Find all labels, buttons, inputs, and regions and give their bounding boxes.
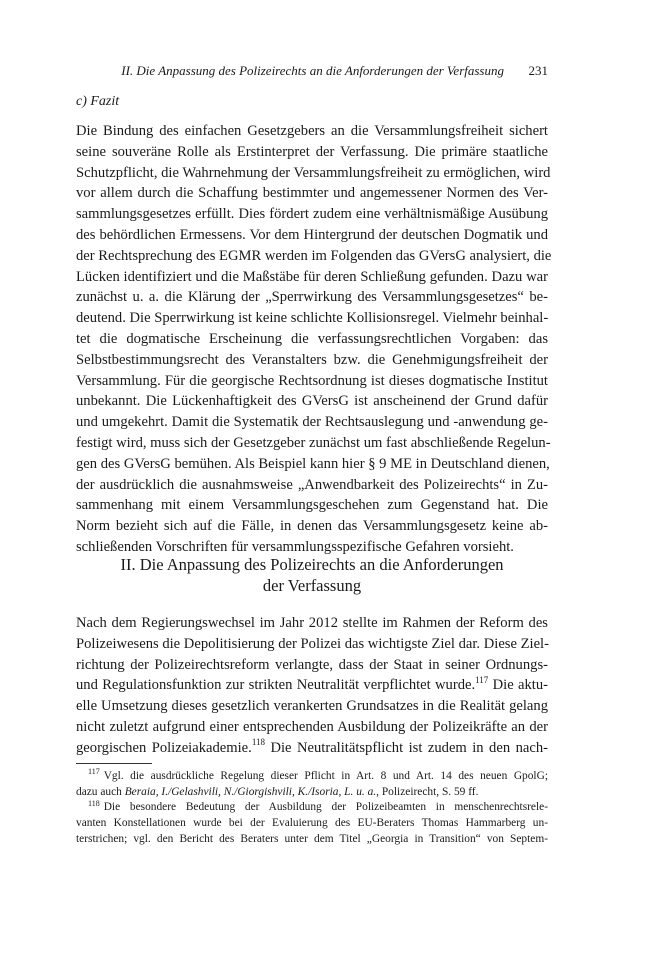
text-line: vor allem durch die Schaffung bestimmter und angemessener Normen des Ver- xyxy=(76,185,548,202)
footnote-ref-117[interactable]: 117 xyxy=(475,674,489,685)
text-line: elle Umsetzung dieses gesetzlich verankerten Grundsatzes in die Realität gelang xyxy=(76,698,548,715)
footnote-separator xyxy=(76,763,152,764)
text-line: der ausdrücklich die ausnahmsweise „Anwendbarkeit des Polizeirechts“ in Zu- xyxy=(76,476,548,493)
text-line: tet die dogmatische Erscheinung die verfassungsrechtlichen Vorgaben: das xyxy=(76,330,548,347)
text-line: festigt wird, muss sich der Gesetzgeber zunächst um fast abschließende Regelun- xyxy=(76,434,551,451)
footnote-number: 118 xyxy=(88,798,100,808)
text-line: sammenhang mit einem Versammlungsgeschehen zum Gegenstand hat. Die xyxy=(76,497,548,514)
text-line: Selbstbestimmungsrecht des Veranstalters bzw. die Genehmigungsfreiheit der xyxy=(76,351,548,368)
section-heading xyxy=(76,554,548,596)
text-line: gen des GVersG bemühen. Als Beispiel kann hier § 9 ME in Deutschland dienen, xyxy=(76,455,550,472)
footnote-line: $^{117}$ Vgl. die ausdrückliche Regelung dieser Pflicht in Art. 8 und Art. 14 des neuen GpolG; xyxy=(88,767,548,782)
footnote-line: vanten Konstellationen wurde bei der Evaluierung des EU-Beraters Thomas Hammarberg un- xyxy=(76,817,548,830)
text-line: georgischen Polizeiakademie.$^{118}$ Die Neutralitätspflicht ist zudem in den nach- xyxy=(76,736,548,756)
footnote-line: dazu auch Beraia, I./Gelashvili, N./Giorgishvili, K./Isoria, L. u. a., Polizeirecht, S. 59 ff. xyxy=(76,785,479,798)
running-head-title: II. Die Anpassung des Polizeirechts an die Anforderungen der Verfassung xyxy=(121,63,504,78)
footnote-line: terstrichen; vgl. den Bericht des Beraters unter dem Titel „Georgia in Transition“ von Septem- xyxy=(76,832,548,845)
text-line: und umgekehrt. Damit die Systematik der Rechtsauslegung und -anwendung ge- xyxy=(76,414,548,431)
text-line: unbekannt. Die Lückenhaftigkeit des GVersG ist anscheinend der Grund dafür xyxy=(76,393,548,410)
text-line: nicht zuletzt aufgrund einer entsprechenden Ausbildung der Polizeikräfte an der xyxy=(76,718,548,735)
footnote-ref-118[interactable]: 118 xyxy=(251,736,265,747)
text-line: Lücken identifiziert und die Maßstäbe für deren Schließung gefunden. Dazu war xyxy=(76,268,548,285)
text-line: Schutzpflicht, die Wahrnehmung der Versammlungsfreiheit zu ermöglichen, wird xyxy=(76,164,551,181)
text-line: seine souveräne Rolle als Erstinterpret der Verfassung. Die primäre staatliche xyxy=(76,143,548,160)
text-line: Norm bezieht sich auf die Fälle, in denen das Versammlungsgesetz keine ab- xyxy=(76,518,548,535)
footnotes xyxy=(76,769,548,848)
page-number: 231 xyxy=(528,63,548,78)
text-line: Die Bindung des einfachen Gesetzgebers an die Versammlungsfreiheit sichert xyxy=(76,123,548,139)
text-line: Nach dem Regierungswechsel im Jahr 2012 stellte im Rahmen der Reform des xyxy=(76,615,548,631)
text-line: deutend. Die Sperrwirkung ist keine schlichte Kollisionsregel. Vielmehr beinhal- xyxy=(76,310,549,327)
running-head xyxy=(76,63,548,81)
text-line: zunächst u. a. die Klärung der „Sperrwirkung des Versammlungsgesetzes“ be- xyxy=(76,289,548,306)
section-heading-line-2: der Verfassung xyxy=(262,576,362,595)
subsection-title: c) Fazit xyxy=(76,94,120,109)
text-line: schließenden Vorschriften für versammlungsspezifische Gefahren vorsieht. xyxy=(76,538,514,555)
text-line: des behördlichen Ermessens. Vor dem Hintergrund der deutschen Dogmatik und xyxy=(76,226,548,243)
footnote-118 xyxy=(76,800,548,847)
footnote-line: $^{118}$ Die besondere Bedeutung der Ausbildung der Polizeibeamten in menschenrechtsrele- xyxy=(88,798,548,814)
text-line: der Rechtsprechung des EGMR werden im Folgenden das GVersG analysiert, die xyxy=(76,247,552,264)
footnote-117 xyxy=(76,769,548,800)
text-line: richtung der Polizeirechtsreform verlangte, dass der Staat in seiner Ordnungs- xyxy=(76,656,548,673)
footnote-authors: Beraia, I./Gelashvili, N./Giorgishvili, K./Isoria, L. u. a. xyxy=(124,785,377,798)
paragraph-police-reform xyxy=(76,613,548,759)
section-heading-line-1: II. Die Anpassung des Polizeirechts an die Anforderungen xyxy=(120,555,504,574)
text-line: Versammlung. Für die georgische Rechtsordnung ist dieses dogmatische Institut xyxy=(76,372,548,389)
text-line: sammlungsgesetzes erfüllt. Dies fördert zudem eine verhältnismäßige Ausübung xyxy=(76,206,548,223)
text-line: Polizeiwesens die Depolitisierung der Polizei das wichtigste Ziel dar. Diese Ziel- xyxy=(76,635,549,652)
paragraph-conclusion xyxy=(76,121,552,558)
text-line: und Regulationsfunktion zur strikten Neutralität verpflichtet wurde.$^{117}$ Die aktu- xyxy=(76,674,548,694)
footnote-number: 117 xyxy=(88,767,100,777)
